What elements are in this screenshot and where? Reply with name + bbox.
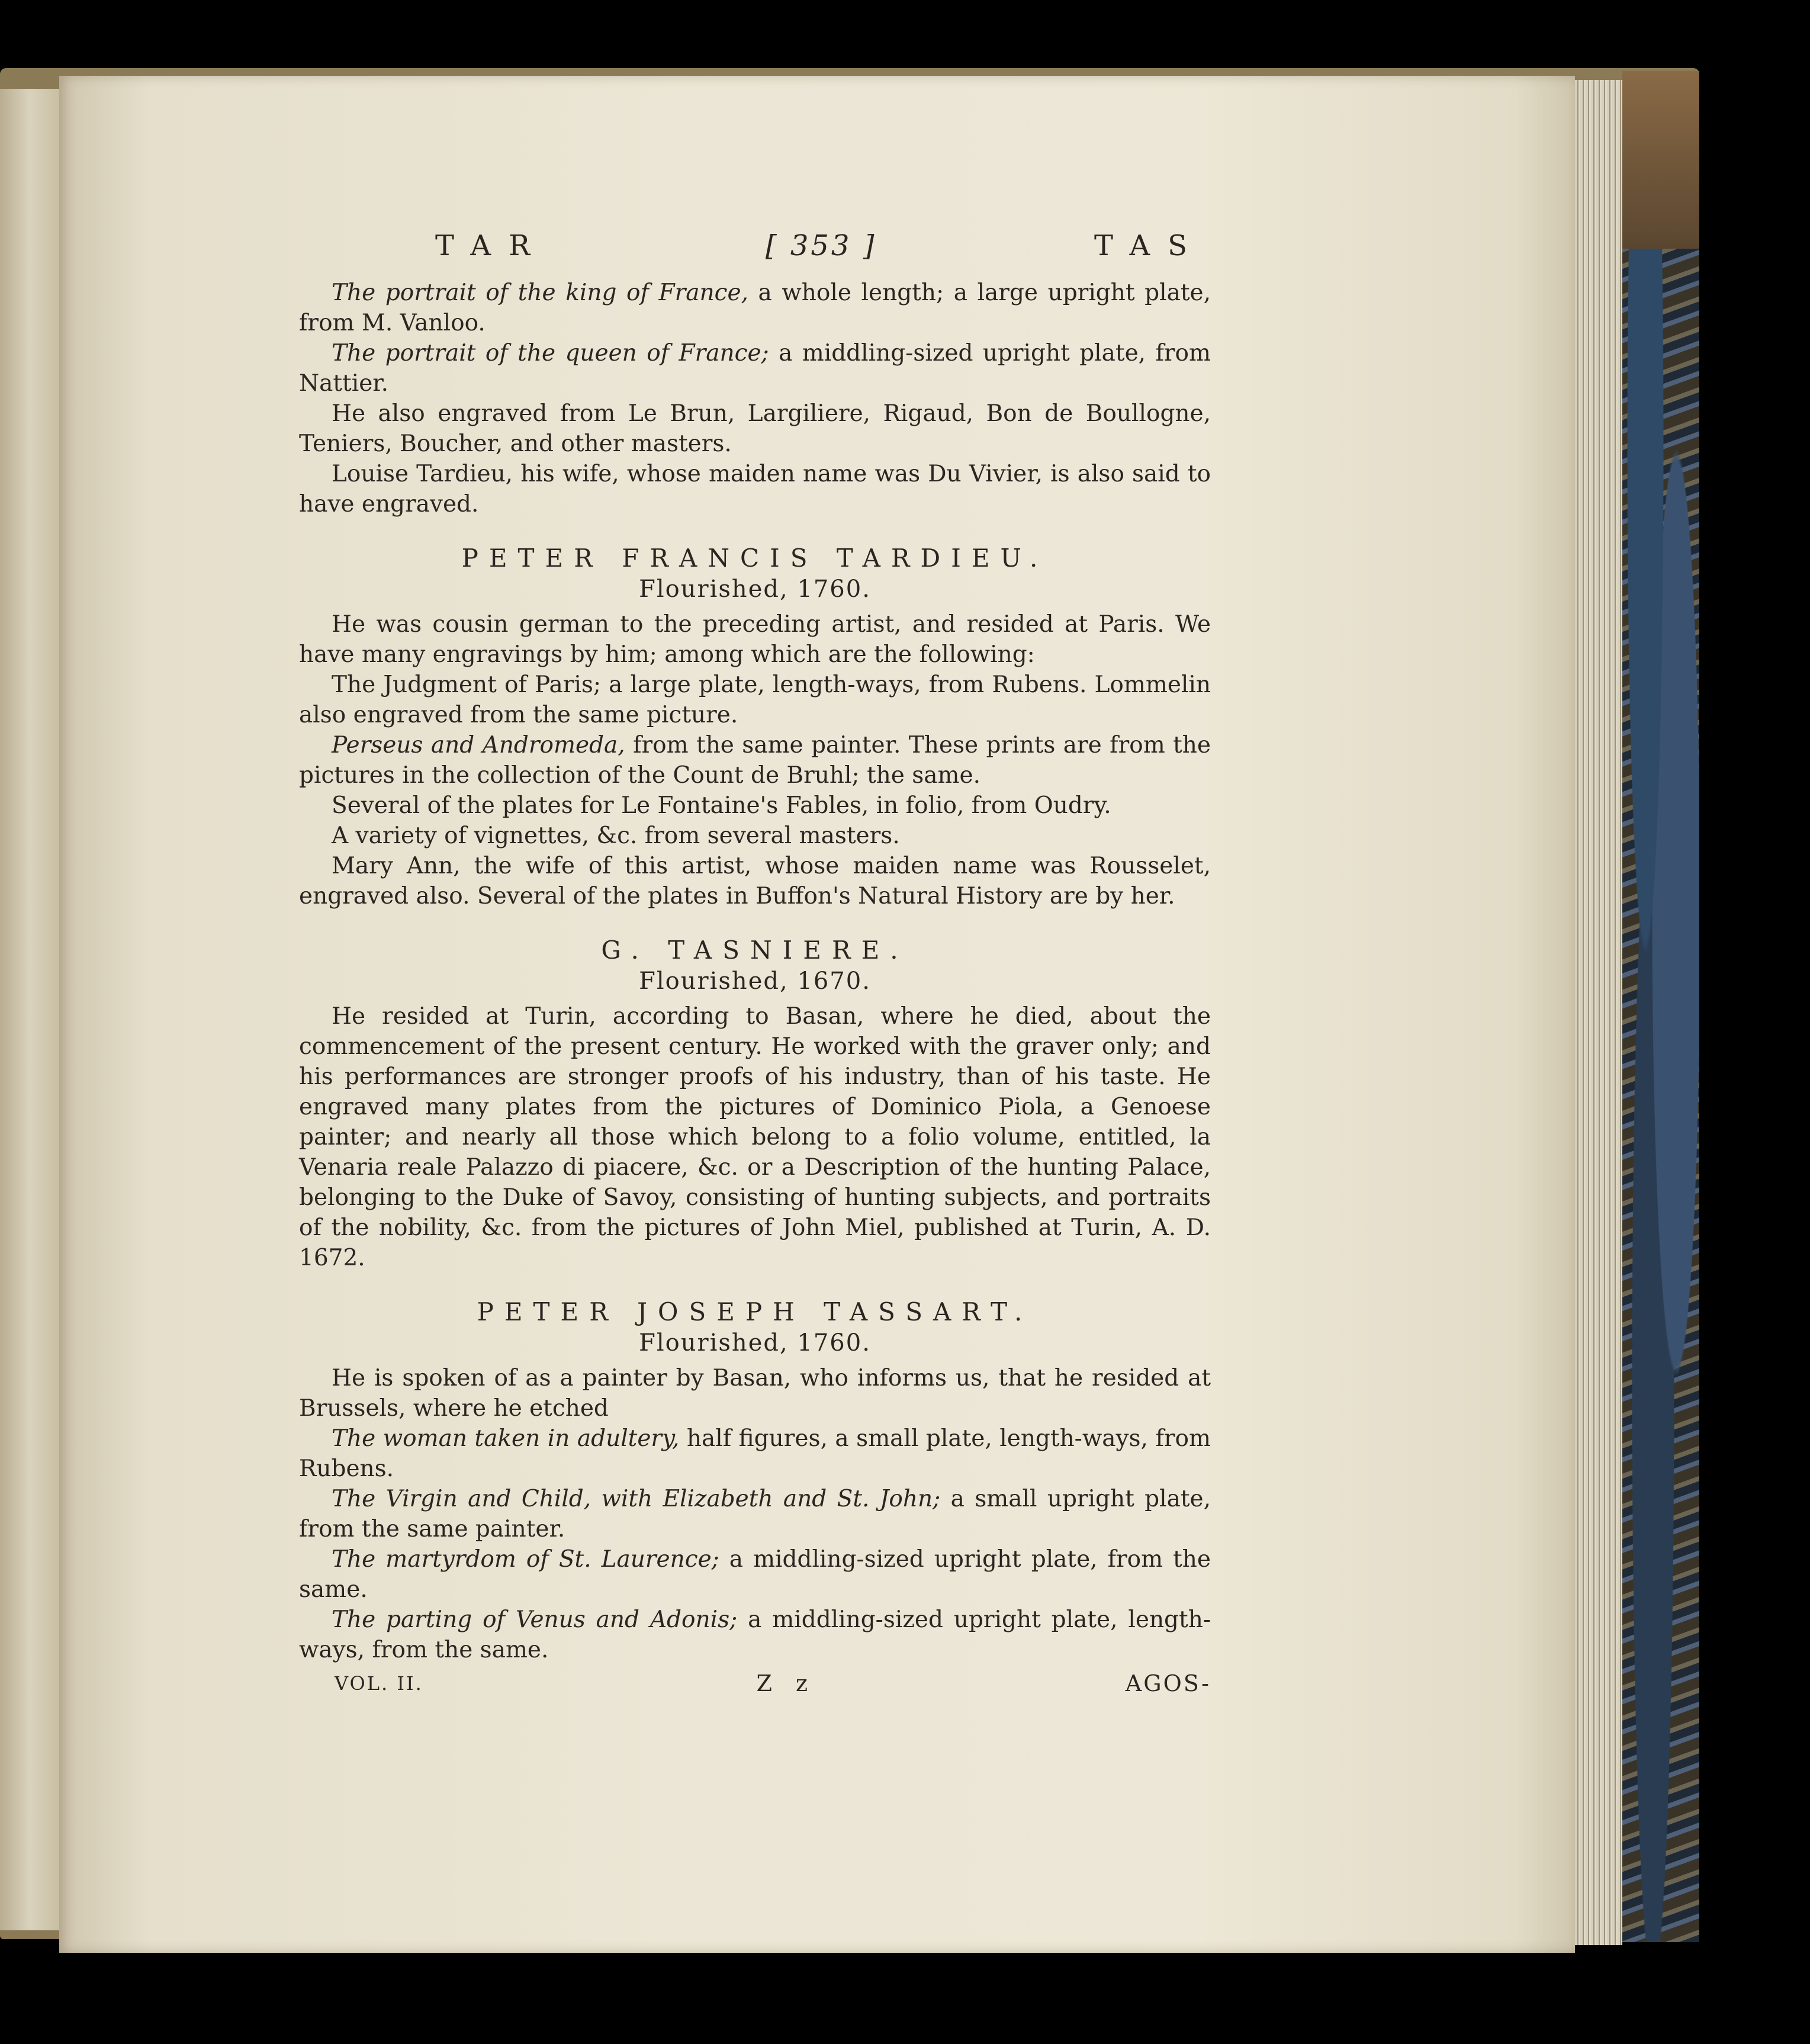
paragraph-text: A variety of vignettes, &c. from several masters.	[332, 822, 900, 849]
paragraph-text: a middling-sized upright plate, length-ways, from the same.	[299, 1606, 1211, 1663]
paragraph	[299, 398, 1211, 459]
entry-name: PETER FRANCIS TARDIEU.	[461, 544, 1049, 573]
paragraph-text: half figures, a small plate, length-ways, from Rubens.	[299, 1425, 1211, 1482]
facing-page-edge	[0, 89, 59, 1930]
italic-title: The portrait of the queen of France;	[332, 340, 769, 367]
paragraph	[299, 278, 1211, 338]
page-text	[299, 231, 1211, 1699]
paragraph	[299, 1605, 1211, 1665]
running-head-right: TAS	[1094, 229, 1205, 262]
signature-mark: Z z	[756, 1670, 816, 1696]
paragraph-text: Several of the plates for Le Fontaine's Fables, in folio, from Oudry.	[332, 792, 1111, 819]
paragraph	[299, 1001, 1211, 1273]
marbled-cover	[1622, 71, 1699, 1942]
italic-title: The martyrdom of St. Laurence;	[332, 1546, 719, 1573]
leather-cover-corner	[1622, 71, 1699, 249]
page-number: [ 353 ]	[765, 229, 877, 262]
paragraph	[299, 730, 1211, 790]
running-head	[435, 231, 1205, 261]
paragraph	[299, 670, 1211, 730]
paragraph	[299, 851, 1211, 911]
paragraph-text: He also engraved from Le Brun, Largiliere, Rigaud, Bon de Boullogne, Teniers, Boucher, and other masters.	[299, 400, 1211, 457]
paragraph-text: Mary Ann, the wife of this artist, whose maiden name was Rousselet, engraved also. Several of the plates in Buffon's Natural History are by her.	[299, 853, 1211, 909]
italic-title: Perseus and Andromeda,	[332, 732, 625, 759]
entry-date: Flourished, 1760.	[639, 576, 871, 603]
running-head-left: TAR	[435, 229, 548, 262]
paragraph-text: from the same painter. These prints are from the pictures in the collection of the Count de Bruhl; the same.	[299, 732, 1211, 789]
volume-label: VOL. II.	[335, 1672, 423, 1695]
paragraph-text: The Judgment of Paris; a large plate, length-ways, from Rubens. Lommelin also engraved from the same picture.	[299, 671, 1211, 728]
paragraph	[299, 609, 1211, 670]
paragraph	[299, 459, 1211, 519]
paragraph	[299, 1423, 1211, 1484]
paragraph-text: He was cousin german to the preceding artist, and resided at Paris. We have many engravings by him; among which are the following:	[299, 611, 1211, 668]
paragraph-text: He is spoken of as a painter by Basan, who informs us, that he resided at Brussels, where he etched	[299, 1365, 1211, 1422]
paragraph	[299, 821, 1211, 851]
paragraph-text: a small upright plate, from the same painter.	[299, 1486, 1211, 1542]
entry-date: Flourished, 1760.	[639, 1329, 871, 1357]
italic-title: The woman taken in adultery,	[332, 1425, 680, 1452]
italic-title: The portrait of the king of France,	[332, 279, 748, 306]
italic-title: The parting of Venus and Adonis;	[332, 1606, 738, 1633]
paragraph	[299, 338, 1211, 398]
paragraph-text: a middling-sized upright plate, from the same.	[299, 1546, 1211, 1603]
paragraph	[299, 1484, 1211, 1544]
page-edges	[1575, 80, 1622, 1945]
italic-title: The Virgin and Child, with Elizabeth and St. John;	[332, 1486, 941, 1512]
paragraph-text: Louise Tardieu, his wife, whose maiden name was Du Vivier, is also said to have engraved.	[299, 461, 1211, 518]
catchword: AGOS-	[1125, 1670, 1211, 1696]
paragraph	[299, 790, 1211, 821]
paragraph-text: a middling-sized upright plate, from Nattier.	[299, 340, 1211, 397]
paragraph-text: a whole length; a large upright plate, from M. Vanloo.	[299, 279, 1211, 336]
paragraph-text: He resided at Turin, according to Basan, where he died, about the commencement of the present century. He worked with the graver only; and his performances are stronger proofs of his industry, than of his taste. He engraved many plates from the pictures of Dominico Piola, a Genoese painter; and nearly all those which belong to a folio volume, entitled, la Venaria reale Palazzo di piacere, &c. or a Description of the hunting Palace, belonging to the Duke of Savoy, consisting of hunting subjects, and portraits of the nobility, &c. from the pictures of John Miel, published at Turin, A. D. 1672.	[299, 1003, 1211, 1271]
paragraph	[299, 1544, 1211, 1605]
page-footer	[299, 1669, 1211, 1699]
entry-date: Flourished, 1670.	[639, 968, 871, 995]
entry-name: G. TASNIERE.	[601, 936, 909, 965]
entry-name: PETER JOSEPH TASSART.	[477, 1297, 1033, 1326]
paragraph	[299, 1363, 1211, 1423]
